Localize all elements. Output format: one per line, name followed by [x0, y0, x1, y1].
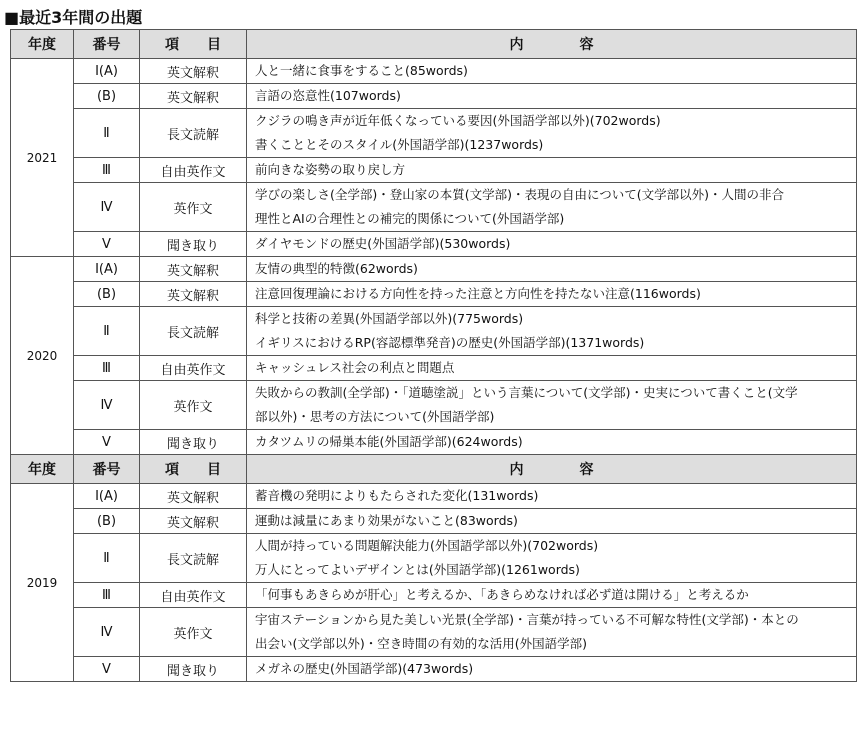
content-line: 人間が持っている問題解決能力(外国語学部以外)(702words) [255, 538, 599, 553]
content-line: 失敗からの教訓(全学部)・「道聴塗説」という言葉について(文学部)・史実について書くこと(文学 [255, 385, 798, 400]
item-cell: 聞き取り [140, 430, 247, 455]
content-cell [247, 232, 857, 257]
year-cell: 2019 [11, 484, 74, 682]
table-row [11, 657, 857, 682]
year-cell: 2021 [11, 59, 74, 257]
number-cell: Ⅰ(A) [74, 257, 140, 282]
item-cell: 聞き取り [140, 232, 247, 257]
content-cell [247, 381, 857, 430]
table-row [11, 183, 857, 232]
item-cell: 自由英作文 [140, 356, 247, 381]
item-cell: 自由英作文 [140, 583, 247, 608]
number-cell: (B) [74, 509, 140, 534]
content-line: 蓄音機の発明によりもたらされた変化(131words) [255, 488, 539, 503]
number-cell: Ⅲ [74, 583, 140, 608]
table-row [11, 282, 857, 307]
year-cell: 2020 [11, 257, 74, 455]
content-line: 人と一緒に食事をすること(85words) [255, 63, 468, 78]
header-row [11, 30, 857, 59]
number-cell: Ⅲ [74, 158, 140, 183]
content-cell [247, 307, 857, 356]
table-row [11, 307, 857, 356]
item-cell: 長文読解 [140, 534, 247, 583]
table-row [11, 257, 857, 282]
number-cell: Ⅳ [74, 608, 140, 657]
table-row [11, 158, 857, 183]
content-line: ダイヤモンドの歴史(外国語学部)(530words) [255, 236, 511, 251]
content-cell [247, 59, 857, 84]
content-cell [247, 509, 857, 534]
item-cell: 英文解釈 [140, 484, 247, 509]
number-cell: (B) [74, 282, 140, 307]
header-content: 内 容 [247, 30, 857, 59]
content-line: クジラの鳴き声が近年低くなっている要因(外国語学部以外)(702words) [255, 113, 661, 128]
item-cell: 長文読解 [140, 307, 247, 356]
content-line: 書くこととそのスタイル(外国語学部)(1237words) [255, 137, 544, 152]
content-cell [247, 534, 857, 583]
content-cell [247, 109, 857, 158]
exam-table-body [11, 30, 857, 682]
table-row [11, 534, 857, 583]
content-cell [247, 657, 857, 682]
content-cell [247, 257, 857, 282]
content-line: 理性とAIの合理性との補完的関係について(外国語学部) [255, 211, 565, 226]
number-cell: Ⅱ [74, 534, 140, 583]
header-item: 項 目 [140, 30, 247, 59]
content-line: イギリスにおけるRP(容認標準発音)の歴史(外国語学部)(1371words) [255, 335, 645, 350]
header-year: 年度 [11, 455, 74, 484]
content-cell [247, 484, 857, 509]
table-row [11, 381, 857, 430]
content-cell [247, 356, 857, 381]
table-row [11, 59, 857, 84]
content-line: キャッシュレス社会の利点と問題点 [255, 360, 455, 375]
table-row [11, 232, 857, 257]
number-cell: Ⅴ [74, 430, 140, 455]
content-line: 出会い(文学部以外)・空き時間の有効的な活用(外国語学部) [255, 636, 588, 651]
content-line: 注意回復理論における方向性を持った注意と方向性を持たない注意(116words) [255, 286, 701, 301]
number-cell: Ⅴ [74, 657, 140, 682]
content-cell [247, 583, 857, 608]
item-cell: 英文解釈 [140, 509, 247, 534]
item-cell: 英文解釈 [140, 59, 247, 84]
header-number: 番号 [74, 455, 140, 484]
content-line: 友情の典型的特徴(62words) [255, 261, 418, 276]
content-line: 前向きな姿勢の取り戻し方 [255, 162, 406, 177]
item-cell: 英作文 [140, 381, 247, 430]
number-cell: (B) [74, 84, 140, 109]
content-cell [247, 183, 857, 232]
item-cell: 英文解釈 [140, 282, 247, 307]
item-cell: 英作文 [140, 608, 247, 657]
number-cell: Ⅲ [74, 356, 140, 381]
content-line: 宇宙ステーションから見た美しい光景(全学部)・言葉が持っている不可解な特性(文学部)・本との [255, 612, 799, 627]
table-row [11, 509, 857, 534]
content-cell [247, 282, 857, 307]
table-row [11, 84, 857, 109]
header-number: 番号 [74, 30, 140, 59]
content-line: 科学と技術の差異(外国語学部以外)(775words) [255, 311, 524, 326]
number-cell: Ⅰ(A) [74, 59, 140, 84]
content-line: 学びの楽しさ(全学部)・登山家の本質(文学部)・表現の自由について(文学部以外)・人間の非合 [255, 187, 785, 202]
header-year: 年度 [11, 30, 74, 59]
content-cell [247, 608, 857, 657]
header-row [11, 455, 857, 484]
table-row [11, 608, 857, 657]
exam-table [10, 29, 857, 682]
number-cell: Ⅱ [74, 109, 140, 158]
number-cell: Ⅱ [74, 307, 140, 356]
content-line: 部以外)・思考の方法について(外国語学部) [255, 409, 495, 424]
table-row [11, 356, 857, 381]
header-content: 内 容 [247, 455, 857, 484]
table-row [11, 430, 857, 455]
number-cell: Ⅴ [74, 232, 140, 257]
table-row [11, 109, 857, 158]
number-cell: Ⅳ [74, 183, 140, 232]
content-line: 万人にとってよいデザインとは(外国語学部)(1261words) [255, 562, 580, 577]
item-cell: 英作文 [140, 183, 247, 232]
content-line: カタツムリの帰巣本能(外国語学部)(624words) [255, 434, 523, 449]
content-cell [247, 158, 857, 183]
content-line: 言語の恣意性(107words) [255, 88, 401, 103]
content-line: 運動は減量にあまり効果がないこと(83words) [255, 513, 518, 528]
content-cell [247, 84, 857, 109]
item-cell: 英文解釈 [140, 257, 247, 282]
number-cell: Ⅳ [74, 381, 140, 430]
number-cell: Ⅰ(A) [74, 484, 140, 509]
item-cell: 聞き取り [140, 657, 247, 682]
page-title: ■最近3年間の出題 [4, 8, 143, 27]
content-line: メガネの歴史(外国語学部)(473words) [255, 661, 474, 676]
item-cell: 英文解釈 [140, 84, 247, 109]
header-item: 項 目 [140, 455, 247, 484]
table-row [11, 583, 857, 608]
item-cell: 長文読解 [140, 109, 247, 158]
item-cell: 自由英作文 [140, 158, 247, 183]
table-row [11, 484, 857, 509]
content-cell [247, 430, 857, 455]
content-line: 「何事もあきらめが肝心」と考えるか、「あきらめなければ必ず道は開ける」と考えるか [255, 587, 749, 602]
